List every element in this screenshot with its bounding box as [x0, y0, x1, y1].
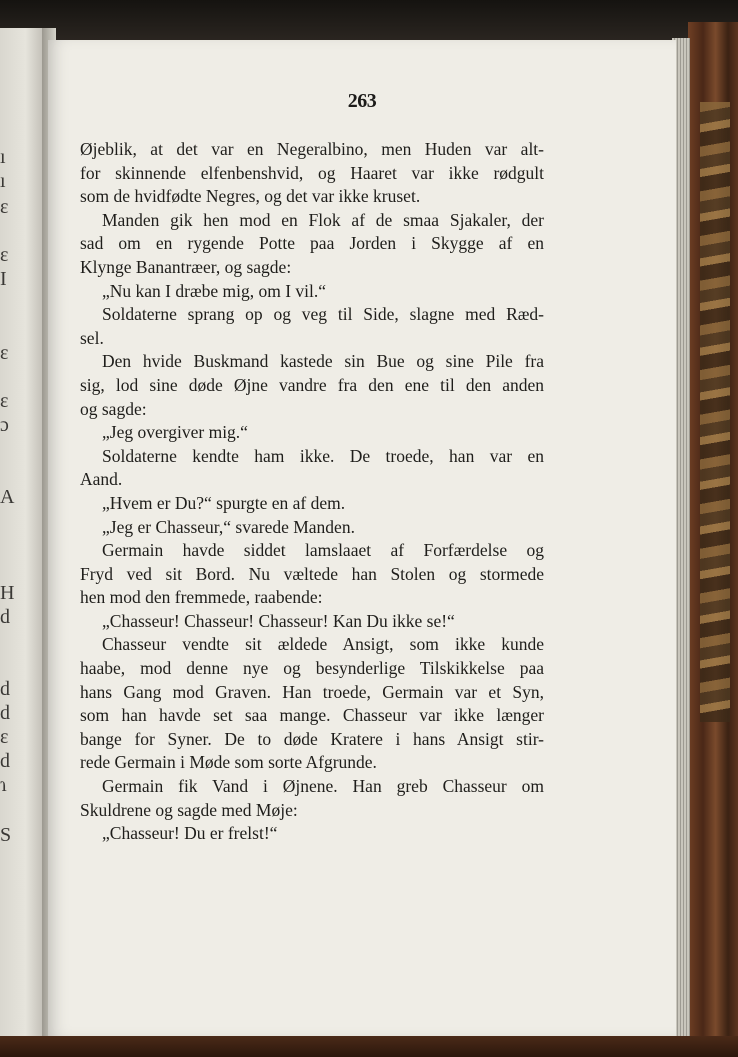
facing-page-fragment: d: [0, 750, 10, 772]
page-number: 263: [347, 90, 377, 112]
text-line: rede Germain i Møde som sorte Afgrunde.: [80, 752, 377, 773]
text-line: Øjeblik, at det var en Negeralbino, men Huden var alt-: [80, 139, 544, 159]
facing-page-fragment: ɛ: [0, 390, 9, 412]
text-line: og sagde:: [80, 398, 147, 419]
facing-page-fragment: ɛ: [0, 342, 9, 364]
facing-page-fragment: ı: [0, 146, 6, 168]
text-line: Den hvide Buskmand kastede sin Bue og sine Pile fra: [102, 351, 544, 372]
text-line: „Chasseur! Chasseur! Chasseur! Kan Du ikke se!“: [102, 610, 455, 631]
facing-page-fragment: d: [0, 702, 10, 724]
text-line: bange for Syner. De to døde Kratere i hans Ansigt stir-: [80, 728, 544, 749]
text-line: Soldaterne kendte ham ikke. De troede, han var en: [102, 445, 544, 466]
facing-page-fragment: ɛ: [0, 196, 9, 218]
facing-page-fragment: ɛ: [0, 726, 9, 748]
facing-page-fragment: ɔ: [0, 414, 9, 436]
text-line: som de hvidfødte Negres, og det var ikke kruset.: [80, 186, 421, 207]
book-cover-edge: [688, 22, 738, 1057]
text-line: hen mod den fremmede, raabende:: [80, 587, 323, 608]
facing-page-fragment: ɿ: [0, 774, 7, 796]
text-line: Manden gik hen mod en Flok af de smaa Sjakaler, der: [102, 209, 544, 230]
facing-page-fragment: ı: [0, 170, 6, 192]
text-line: „Jeg er Chasseur,“ svarede Manden.: [102, 516, 355, 537]
text-line: haabe, mod denne nye og besynderlige Tilskikkelse paa: [80, 658, 544, 679]
text-line: Chasseur vendte sit ældede Ansigt, som ikke kunde: [102, 634, 544, 655]
text-line: for skinnende elfenbenshvid, og Haaret var ikke rødgult: [80, 162, 544, 183]
text-line: „Jeg overgiver mig.“: [102, 422, 248, 443]
text-line: sel.: [80, 327, 104, 348]
body-text: [80, 138, 544, 846]
facing-page-fragment: d: [0, 678, 10, 700]
text-line: Skuldrene og sagde med Møje:: [80, 799, 298, 820]
text-line: sig, lod sine døde Øjne vandre fra den ene til den anden: [80, 374, 544, 395]
text-line: Klynge Banantræer, og sagde:: [80, 256, 292, 277]
text-line: „Hvem er Du?“ spurgte en af dem.: [102, 492, 346, 513]
facing-page-edge: [0, 28, 46, 1057]
facing-page-fragment: I: [0, 268, 7, 290]
text-line: sad om en rygende Potte paa Jorden i Skygge af en: [80, 233, 544, 254]
text-line: „Nu kan I dræbe mig, om I vil.“: [102, 280, 327, 301]
text-line: Germain havde siddet lamslaaet af Forfærdelse og: [102, 540, 544, 561]
facing-page-fragment: d: [0, 606, 10, 628]
text-line: hans Gang mod Graven. Han troede, Germain var et Syn,: [80, 681, 544, 702]
text-line: Germain fik Vand i Øjnene. Han greb Chasseur om: [102, 776, 544, 797]
background-top: [0, 0, 738, 40]
text-line: Aand.: [80, 469, 123, 490]
facing-page-fragment: H: [0, 582, 15, 604]
book-page: [48, 40, 676, 1036]
text-line: Fryd ved sit Bord. Nu væltede han Stolen og stormede: [80, 563, 544, 584]
facing-page-fragment: ɛ: [0, 244, 9, 266]
text-line: „Chasseur! Du er frelst!“: [102, 823, 278, 844]
facing-page-fragment: S: [0, 824, 12, 846]
marbled-cover-pattern: [700, 102, 730, 722]
text-line: som han havde set saa mange. Chasseur var ikke længer: [80, 705, 544, 726]
facing-page-fragment: A: [0, 486, 15, 508]
book-cover-bottom: [0, 1036, 738, 1057]
text-line: Soldaterne sprang op og veg til Side, slagne med Ræd-: [102, 304, 544, 325]
